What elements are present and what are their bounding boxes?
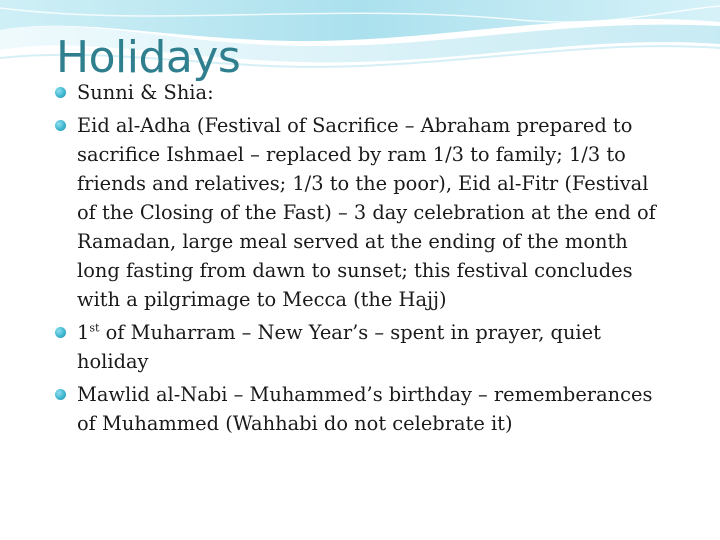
- bullet-dot-icon: [55, 389, 66, 400]
- bullet-superscript: st: [89, 321, 100, 335]
- bullet-prefix: 1: [77, 321, 90, 344]
- bullet-dot-icon: [55, 327, 66, 338]
- bullet-text: Mawlid al-Nabi – Muhammed’s birthday – rememberances of Muhammed (Wahhabi do not celebrate it): [77, 383, 653, 435]
- bullet-item: [52, 380, 662, 438]
- bullet-text: of Muharram – New Year’s – spent in prayer, quiet holiday: [77, 321, 601, 373]
- bullet-dot-icon: [55, 87, 66, 98]
- bullet-item: [52, 78, 662, 107]
- bullet-item: [52, 111, 662, 314]
- bullet-list: [52, 78, 662, 438]
- bullet-dot-icon: [55, 120, 66, 131]
- bullet-text: Eid al-Adha (Festival of Sacrifice – Abraham prepared to sacrifice Ishmael – replaced by ram 1/3 to family; 1/3 to friends and relatives; 1/3 to the poor), Eid al-Fitr (Festival of the Closing of the Fast) – 3 day celebration at the end of Ramadan, large meal served at the ending of the month long fasting from dawn to sunset; this festival concludes with a pilgrimage to Mecca (the Hajj): [77, 114, 656, 311]
- bullet-item: [52, 318, 662, 376]
- slide-title: Holidays: [56, 32, 241, 83]
- bullet-text: Sunni & Shia:: [77, 81, 214, 104]
